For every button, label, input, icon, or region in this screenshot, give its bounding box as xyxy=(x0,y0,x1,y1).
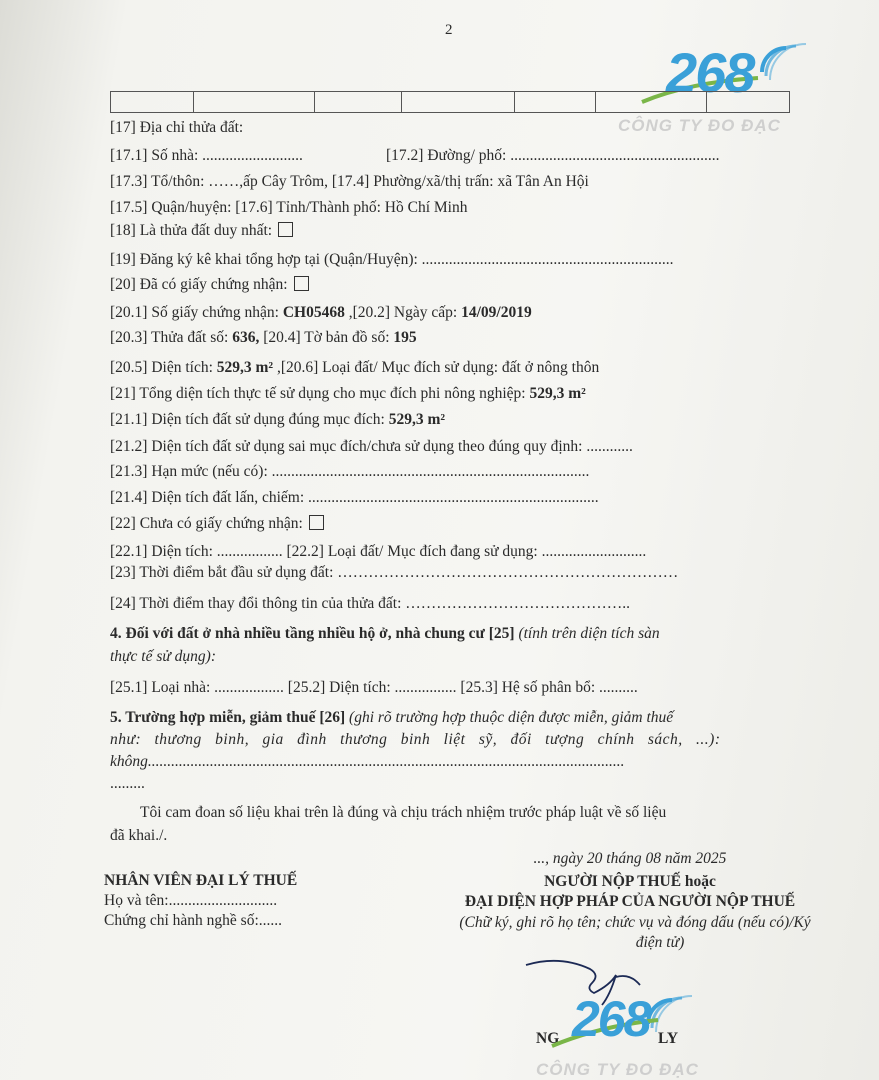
field-20-6: ,[20.6] Loại đất/ Mục đích sử dụng: đất ở nông thôn xyxy=(273,359,600,376)
commitment-line-1: Tôi cam đoan số liệu khai trên là đúng và chịu trách nhiệm trước pháp luật về số liệu xyxy=(140,804,667,821)
section-5-heading xyxy=(110,708,673,728)
watermark-company: CÔNG TY ĐO ĐẠC xyxy=(536,1060,699,1079)
field-17-3: [17.3] Tổ/thôn: ……,ấp Cây Trôm, [17.4] Phường/xã/thị trấn: xã Tân An Hội xyxy=(110,173,589,190)
field-21-1 xyxy=(110,410,445,430)
section-5-note: (ghi rõ trường hợp thuộc diện được miễn, giảm thuế xyxy=(345,709,674,726)
field-21 xyxy=(110,384,586,404)
tax-agent-title: NHÂN VIÊN ĐẠI LÝ THUẾ xyxy=(104,872,298,889)
field-23: [23] Thời điểm bắt đầu sử dụng đất: ………………………………………………………… xyxy=(110,564,679,581)
section-4-heading xyxy=(110,624,660,644)
section-5-dots: ......... xyxy=(110,775,145,792)
field-20-1-label: [20.1] Số giấy chứng nhận: xyxy=(110,304,283,321)
field-20-2-label: ,[20.2] Ngày cấp: xyxy=(344,304,462,321)
header-table-row xyxy=(110,91,790,113)
section-4-title: 4. Đối với đất ở nhà nhiều tầng nhiều hộ ở, nhà chung cư [25] xyxy=(110,625,515,642)
watermark-logo-bottom xyxy=(536,980,730,1080)
field-20-5 xyxy=(110,358,599,378)
wifi-icon xyxy=(752,32,812,92)
field-21-3: [21.3] Hạn mức (nếu có): .................................................................................. xyxy=(110,463,590,480)
tax-agent-cert: Chứng chỉ hành nghề số:...... xyxy=(104,912,283,929)
signature-note-1: (Chữ ký, ghi rõ họ tên; chức vụ và đóng dấu (nếu có)/Ký xyxy=(459,914,811,931)
taxpayer-title: NGƯỜI NỘP THUẾ hoặc xyxy=(544,873,716,890)
field-20-5-label: [20.5] Diện tích: xyxy=(110,359,217,376)
map-sheet-number: 195 xyxy=(393,329,417,346)
watermark-logo-top xyxy=(618,40,810,140)
parcel-number: 636, xyxy=(232,329,260,346)
field-19: [19] Đăng ký kê khai tổng hợp tại (Quận/Huyện): ................................................................. xyxy=(110,251,674,268)
tax-agent-block xyxy=(104,872,297,930)
watermark-number: 268 xyxy=(666,41,754,104)
field-25: [25.1] Loại nhà: .................. [25.2] Diện tích: ................ [25.3] Hệ số phân bổ: .......... xyxy=(110,679,638,696)
commitment-line-2: đã khai./. xyxy=(110,827,168,844)
section-5-note-cont: như: thương binh, gia đình thương binh liệt sỹ, đối tượng chính sách, ...): xyxy=(110,731,721,748)
field-17-5: [17.5] Quận/huyện: [17.6] Tỉnh/Thành phố: Hồ Chí Minh xyxy=(110,199,468,216)
field-18 xyxy=(110,221,293,241)
tax-agent-name: Họ và tên:............................ xyxy=(104,892,278,909)
field-24: [24] Thời điểm thay đổi thông tin của thửa đất: …………………………………….. xyxy=(110,595,631,612)
issue-date: 14/09/2019 xyxy=(461,304,532,321)
field-22 xyxy=(110,514,324,534)
legal-representative-title: ĐẠI DIỆN HỢP PHÁP CỦA NGƯỜI NỘP THUẾ xyxy=(464,893,796,910)
section-4-note: (tính trên diện tích sàn xyxy=(514,625,660,642)
area-value: 529,3 m² xyxy=(216,359,274,376)
section-5-answer: không........................................................................................................................... xyxy=(110,753,625,770)
field-21-4: [21.4] Diện tích đất lấn, chiếm: ........................................................................... xyxy=(110,489,599,506)
correct-use-area-value: 529,3 m² xyxy=(388,411,446,428)
field-20-3 xyxy=(110,328,417,348)
field-20-3-label: [20.3] Thửa đất số: xyxy=(110,329,233,346)
checkbox-18 xyxy=(278,222,293,237)
signing-date: ..., ngày 20 tháng 08 năm 2025 xyxy=(533,850,727,867)
checkbox-20 xyxy=(294,276,309,291)
signature-note-2: điện tử) xyxy=(635,934,685,951)
checkbox-22 xyxy=(309,515,324,530)
page-number: 2 xyxy=(445,22,453,38)
field-22-1: [22.1] Diện tích: ................. [22.2] Loại đất/ Mục đích đang sử dụng: ........................... xyxy=(110,543,647,560)
field-17: [17] Địa chỉ thửa đất: xyxy=(110,119,244,136)
field-21-label: [21] Tổng diện tích thực tế sử dụng cho mục đích phi nông nghiệp: xyxy=(110,385,530,402)
field-20-1 xyxy=(110,303,532,323)
field-18-label: [18] Là thửa đất duy nhất: xyxy=(110,222,273,239)
watermark-company: CÔNG TY ĐO ĐẠC xyxy=(618,116,781,135)
signer-name-right: LY xyxy=(658,1030,679,1047)
field-21-2: [21.2] Diện tích đất sử dụng sai mục đích/chưa sử dụng theo đúng quy định: ............ xyxy=(110,438,633,455)
field-17-1: [17.1] Số nhà: .......................... xyxy=(110,147,303,164)
field-17-2: [17.2] Đường/ phố: ...................................................... xyxy=(386,147,720,164)
field-22-label: [22] Chưa có giấy chứng nhận: xyxy=(110,515,303,532)
field-21-1-label: [21.1] Diện tích đất sử dụng đúng mục đích: xyxy=(110,411,389,428)
total-area-value: 529,3 m² xyxy=(529,385,586,402)
field-20-4-label: [20.4] Tờ bản đồ số: xyxy=(259,329,394,346)
section-4-note-cont: thực tế sử dụng): xyxy=(110,648,217,665)
signer-name-left: NG xyxy=(536,1030,560,1047)
watermark-number: 268 xyxy=(572,991,650,1047)
field-20 xyxy=(110,275,309,295)
section-5-title: 5. Trường hợp miễn, giảm thuế [26] xyxy=(110,709,346,726)
field-20-label: [20] Đã có giấy chứng nhận: xyxy=(110,276,288,293)
certificate-number: CH05468 xyxy=(282,304,345,321)
